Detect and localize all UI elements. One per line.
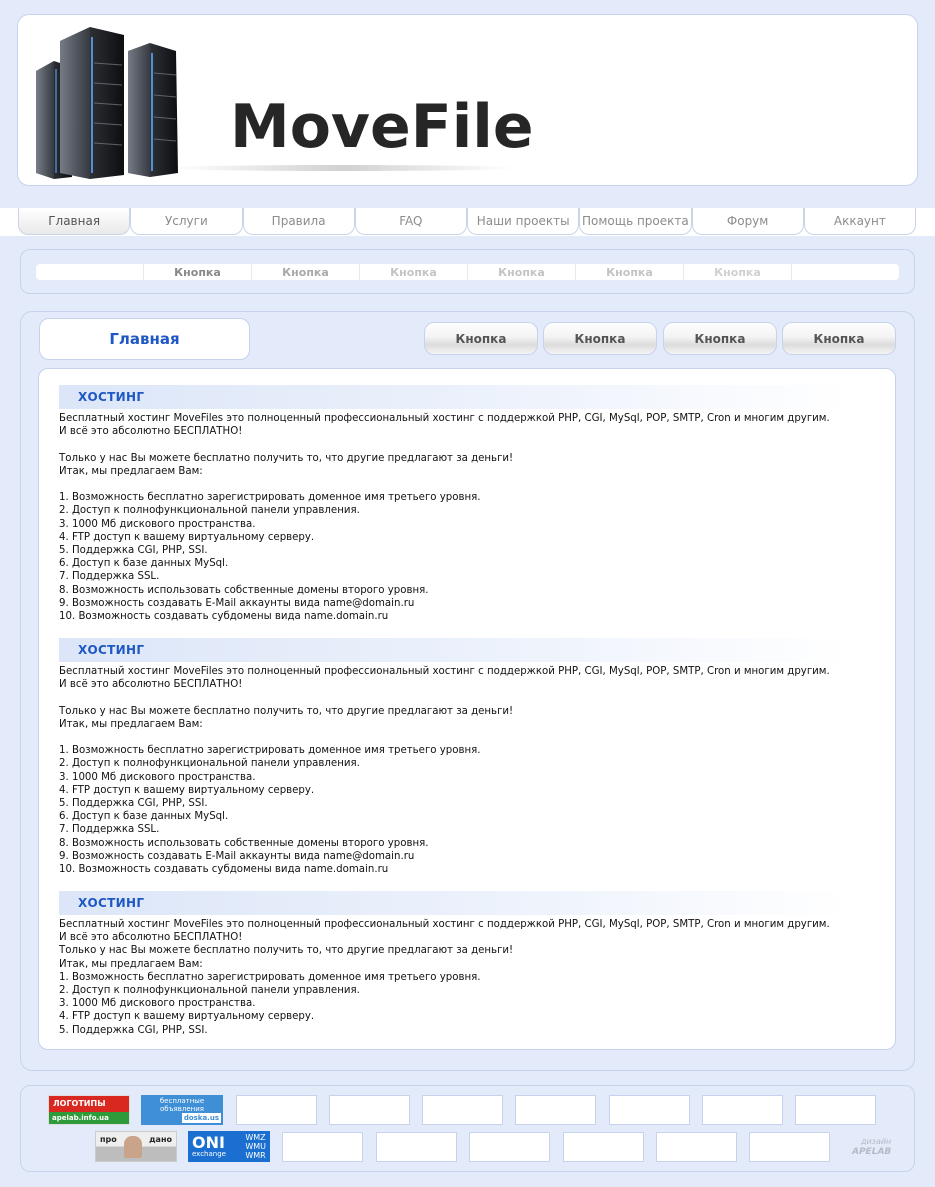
- text-line: 3. 1000 Мб дискового пространства.: [59, 998, 256, 1010]
- hosting-section: [59, 891, 849, 1037]
- empty-badge[interactable]: [422, 1095, 503, 1125]
- nav-tab-projects[interactable]: Наши проекты: [467, 208, 579, 235]
- text-line: 10. Возможность создавать субдомены вида name.domain.ru: [59, 864, 389, 876]
- banner-doska[interactable]: [141, 1095, 223, 1125]
- text-line: Только у нас Вы можете бесплатно получить то, что другие предлагают за деньги!: [59, 945, 514, 957]
- blank-line: [59, 691, 849, 704]
- text-line: Итак, мы предлагаем Вам:: [59, 958, 203, 970]
- banner-oni-big: ONI: [192, 1133, 225, 1152]
- section-body: [59, 918, 849, 1037]
- page-title: Главная: [39, 318, 250, 360]
- empty-badge[interactable]: [702, 1095, 783, 1125]
- section-body: [59, 665, 849, 876]
- empty-badge[interactable]: [656, 1132, 737, 1162]
- action-button-3[interactable]: Кнопка: [663, 322, 777, 355]
- subnav-button[interactable]: Кнопка: [468, 264, 576, 280]
- text-line: 2. Доступ к полнофункциональной панели управления.: [59, 758, 360, 770]
- text-line: 1. Возможность бесплатно зарегистрировать доменное имя третьего уровня.: [59, 492, 481, 504]
- banner-oni-code: WMU: [245, 1142, 266, 1151]
- subnav-button[interactable]: Кнопка: [360, 264, 468, 280]
- empty-badge[interactable]: [563, 1132, 644, 1162]
- banner-doska-domain: doska.us: [183, 1114, 219, 1122]
- text-line: 10. Возможность создавать субдомены вида name.domain.ru: [59, 611, 389, 623]
- text-line: Только у нас Вы можете бесплатно получить то, что другие предлагают за деньги!: [59, 705, 514, 717]
- text-line: 4. FTP доступ к вашему виртуальному серверу.: [59, 531, 315, 543]
- empty-badge[interactable]: [469, 1132, 550, 1162]
- face-icon: [124, 1136, 142, 1158]
- design-credit: [852, 1137, 891, 1157]
- text-line: 9. Возможность создавать E-Mail аккаунты вида name@domain.ru: [59, 850, 415, 862]
- hosting-section: [59, 385, 849, 623]
- section-heading: ХОСТИНГ: [59, 385, 849, 409]
- subnav-button[interactable]: Кнопка: [252, 264, 360, 280]
- nav-tab-services[interactable]: Услуги: [130, 208, 242, 235]
- text-line: Только у нас Вы можете бесплатно получить то, что другие предлагают за деньги!: [59, 452, 514, 464]
- banner-logotypes-bottom: apelab.info.ua: [49, 1112, 129, 1124]
- text-line: 5. Поддержка CGI, PHP, SSI.: [59, 1024, 208, 1036]
- text-line: 6. Доступ к базе данных MySql.: [59, 558, 229, 570]
- content-area: [38, 368, 896, 1050]
- banner-prodano-left: про: [100, 1135, 117, 1144]
- empty-badge[interactable]: [282, 1132, 363, 1162]
- text-line: Бесплатный хостинг MoveFiles это полноценный профессиональный хостинг с поддержкой PHP, CGI, MySql, POP, SMTP, Cron и многим другим.: [59, 919, 830, 930]
- server-rack-logo-icon: [32, 23, 192, 179]
- subnav: [36, 264, 899, 280]
- hosting-section: [59, 638, 849, 876]
- text-line: 1. Возможность бесплатно зарегистрировать доменное имя третьего уровня.: [59, 745, 481, 757]
- empty-badge[interactable]: [236, 1095, 317, 1125]
- nav-tab-help-project[interactable]: Помощь проекта: [579, 208, 691, 235]
- text-line: 8. Возможность использовать собственные домены второго уровня.: [59, 837, 429, 849]
- subnav-button[interactable]: [792, 264, 899, 280]
- text-line: 2. Доступ к полнофункциональной панели управления.: [59, 985, 360, 997]
- text-line: 7. Поддержка SSL.: [59, 571, 160, 583]
- banner-oni-codes: [245, 1133, 266, 1160]
- text-line: 9. Возможность создавать E-Mail аккаунты вида name@domain.ru: [59, 597, 415, 609]
- empty-badge[interactable]: [795, 1095, 876, 1125]
- text-line: И всё это абсолютно БЕСПЛАТНО!: [59, 932, 243, 944]
- text-line: И всё это абсолютно БЕСПЛАТНО!: [59, 426, 243, 438]
- text-line: 5. Поддержка CGI, PHP, SSI.: [59, 545, 208, 556]
- text-line: 4. FTP доступ к вашему виртуальному серверу.: [59, 1011, 315, 1023]
- subnav-button[interactable]: Кнопка: [576, 264, 684, 280]
- text-line: 1. Возможность бесплатно зарегистрировать доменное имя третьего уровня.: [59, 971, 481, 983]
- site-logo-text: MoveFile: [230, 92, 534, 162]
- credit-line2: APELAB: [852, 1147, 892, 1157]
- main-nav: [18, 208, 916, 235]
- empty-badge[interactable]: [749, 1132, 830, 1162]
- banner-logotypes-top: ЛОГОТИПЫ: [49, 1096, 129, 1112]
- subnav-button[interactable]: Кнопка: [144, 264, 252, 280]
- text-line: И всё это абсолютно БЕСПЛАТНО!: [59, 679, 243, 691]
- text-line: 4. FTP доступ к вашему виртуальному серверу.: [59, 784, 315, 796]
- text-line: 6. Доступ к базе данных MySql.: [59, 811, 229, 823]
- text-line: 3. 1000 Мб дискового пространства.: [59, 518, 256, 530]
- banner-doska-line2: объявления: [160, 1105, 204, 1113]
- banner-prodano[interactable]: [95, 1131, 177, 1162]
- text-line: Итак, мы предлагаем Вам:: [59, 465, 203, 477]
- text-line: Итак, мы предлагаем Вам:: [59, 718, 203, 730]
- site-header: [17, 14, 918, 186]
- banner-prodano-right: дано: [149, 1135, 172, 1144]
- text-line: 8. Возможность использовать собственные домены второго уровня.: [59, 584, 429, 596]
- section-body: [59, 412, 849, 623]
- banner-oni-small: exchange: [192, 1150, 226, 1158]
- empty-badge[interactable]: [376, 1132, 457, 1162]
- section-heading: ХОСТИНГ: [59, 638, 849, 662]
- nav-tab-forum[interactable]: Форум: [692, 208, 804, 235]
- nav-tab-faq[interactable]: FAQ: [355, 208, 467, 235]
- banner-oni-code: WMZ: [245, 1133, 266, 1142]
- blank-line: [59, 438, 849, 451]
- action-button-1[interactable]: Кнопка: [424, 322, 538, 355]
- nav-tab-account[interactable]: Аккаунт: [804, 208, 916, 235]
- blank-line: [59, 478, 849, 491]
- subnav-button[interactable]: [36, 264, 144, 280]
- nav-tab-home[interactable]: Главная: [18, 208, 130, 235]
- text-line: 5. Поддержка CGI, PHP, SSI.: [59, 798, 208, 809]
- subnav-button[interactable]: Кнопка: [684, 264, 792, 280]
- banner-doska-line1: бесплатные: [159, 1097, 205, 1105]
- empty-badge[interactable]: [609, 1095, 690, 1125]
- nav-tab-rules[interactable]: Правила: [243, 208, 355, 235]
- banner-oni-code: WMR: [245, 1151, 266, 1160]
- text-line: 7. Поддержка SSL.: [59, 824, 160, 836]
- blank-line: [59, 731, 849, 744]
- banner-oni-left: [192, 1135, 226, 1158]
- empty-badge[interactable]: [515, 1095, 596, 1125]
- action-button-2[interactable]: Кнопка: [543, 322, 657, 355]
- credit-line1: дизайн: [860, 1137, 892, 1146]
- section-heading: ХОСТИНГ: [59, 891, 849, 915]
- text-line: Бесплатный хостинг MoveFiles это полноценный профессиональный хостинг с поддержкой PHP, CGI, MySql, POP, SMTP, Cron и многим другим.: [59, 413, 830, 424]
- banner-logotypes[interactable]: [48, 1095, 130, 1125]
- text-line: 2. Доступ к полнофункциональной панели управления.: [59, 505, 360, 517]
- text-line: 3. 1000 Мб дискового пространства.: [59, 771, 256, 783]
- action-button-4[interactable]: Кнопка: [782, 322, 896, 355]
- banner-oni-exchange[interactable]: [188, 1131, 270, 1162]
- logo-shadow: [168, 165, 518, 171]
- empty-badge[interactable]: [329, 1095, 410, 1125]
- text-line: Бесплатный хостинг MoveFiles это полноценный профессиональный хостинг с поддержкой PHP, CGI, MySql, POP, SMTP, Cron и многим другим.: [59, 666, 830, 677]
